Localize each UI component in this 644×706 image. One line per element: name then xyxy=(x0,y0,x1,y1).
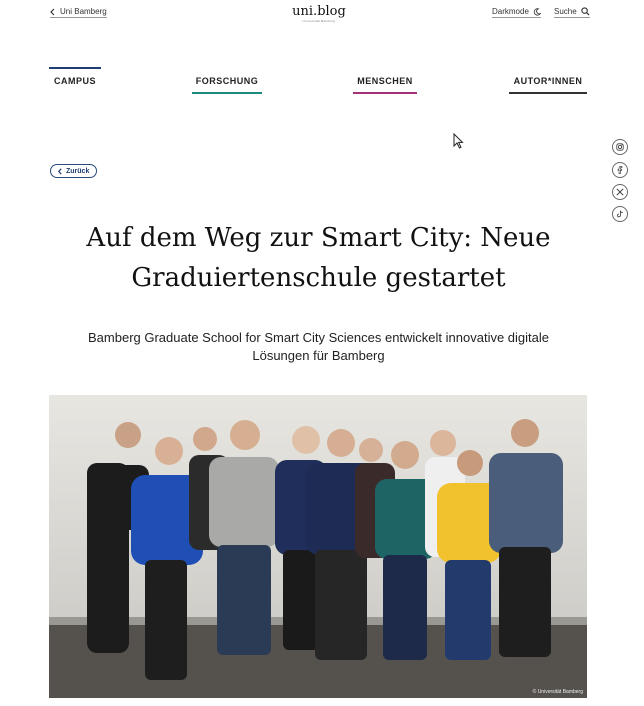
nav-campus-bar xyxy=(49,67,101,69)
search-icon xyxy=(581,7,590,16)
back-button[interactable] xyxy=(50,164,97,178)
nav-campus[interactable] xyxy=(49,67,101,97)
nav-forschung-label: FORSCHUNG xyxy=(195,76,259,86)
group-photo-illustration xyxy=(49,395,587,698)
x-icon[interactable] xyxy=(612,184,628,200)
back-button-label: Zurück xyxy=(66,167,90,175)
uni-bamberg-link[interactable] xyxy=(50,7,107,18)
nav-autorinnen-bar xyxy=(509,92,587,94)
article-title: Auf dem Weg zur Smart City: Neue Graduiertenschule gestartet xyxy=(86,223,551,293)
nav-autorinnen[interactable] xyxy=(509,67,587,97)
darkmode-toggle[interactable] xyxy=(492,7,541,18)
instagram-icon[interactable] xyxy=(612,139,628,155)
logo-subtext: Universität Bamberg xyxy=(302,19,336,23)
uni-bamberg-label: Uni Bamberg xyxy=(60,7,107,16)
nav-forschung-bar xyxy=(192,92,262,94)
search-button[interactable] xyxy=(554,7,590,18)
nav-menschen[interactable] xyxy=(353,67,417,97)
chevron-left-icon xyxy=(50,8,55,16)
nav-menschen-label: MENSCHEN xyxy=(357,76,413,86)
darkmode-label: Darkmode xyxy=(492,7,529,16)
top-header xyxy=(0,0,644,30)
search-label: Suche xyxy=(554,7,577,16)
logo-text: uni.blog xyxy=(292,4,346,19)
nav-menschen-bar xyxy=(353,92,417,94)
tiktok-icon[interactable] xyxy=(612,206,628,222)
article-photo xyxy=(49,395,587,698)
facebook-icon[interactable] xyxy=(612,162,628,178)
nav-campus-label: CAMPUS xyxy=(53,76,96,86)
article-subtitle: Bamberg Graduate School for Smart City Sciences entwickelt innovative digitale Lösungen für Bamberg xyxy=(88,330,549,363)
photo-credit: © Universität Bamberg xyxy=(532,689,583,695)
mouse-cursor-icon xyxy=(453,133,464,149)
moon-icon xyxy=(533,8,541,16)
nav-autorinnen-label: AUTOR*INNEN xyxy=(513,76,583,86)
nav-forschung[interactable] xyxy=(192,67,262,97)
chevron-left-icon xyxy=(58,168,62,175)
site-logo[interactable] xyxy=(292,5,346,23)
